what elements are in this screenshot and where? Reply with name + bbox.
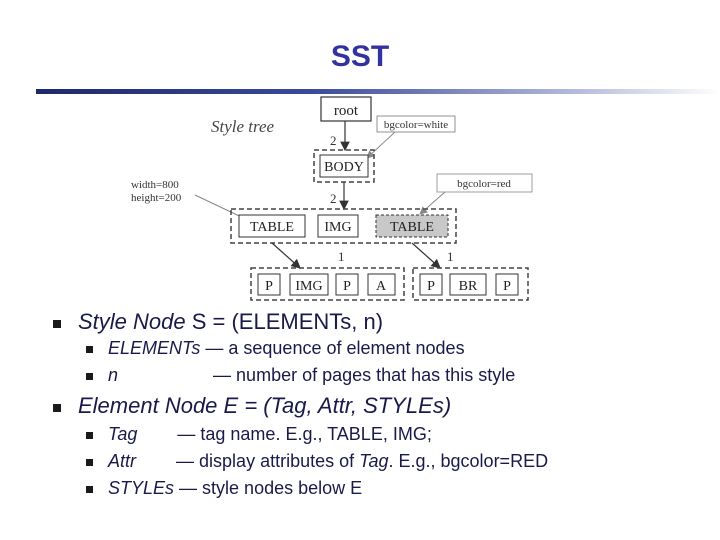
bullet-1a-marker bbox=[86, 346, 93, 353]
bullet-2a-marker bbox=[86, 432, 93, 439]
bullet-2b-marker bbox=[86, 459, 93, 466]
left-img-label: IMG bbox=[295, 279, 323, 294]
table1-children-edge bbox=[272, 243, 300, 268]
bullet-2b-desc-tag: Tag bbox=[359, 451, 389, 471]
right-br-label: BR bbox=[458, 279, 478, 294]
width-annotation: width=800 bbox=[131, 179, 179, 191]
bullet-1a-desc: — a sequence of element nodes bbox=[205, 338, 465, 358]
bullet-1b-marker bbox=[86, 373, 93, 380]
bullet-1b-text bbox=[108, 365, 515, 386]
bullet-2b-desc-example: . E.g., bgcolor=RED bbox=[388, 451, 549, 471]
bullet-2-marker bbox=[53, 404, 61, 412]
bullet-2b-text bbox=[108, 451, 548, 472]
img-node-label: IMG bbox=[324, 220, 352, 235]
bgcolor-white-annotation: bgcolor=white bbox=[383, 119, 449, 131]
height-annotation: height=200 bbox=[131, 192, 182, 204]
root-node-label: root bbox=[333, 103, 359, 119]
table2-children-edge-label: 1 bbox=[447, 249, 454, 264]
bullet-1-marker bbox=[53, 320, 61, 328]
table1-children-edge-label: 1 bbox=[338, 249, 345, 264]
bullet-2a-desc: — tag name. E.g., TABLE, IMG; bbox=[177, 424, 432, 444]
bullet-1b-desc: — number of pages that has this style bbox=[213, 365, 516, 385]
style-tree-caption: Style tree bbox=[211, 117, 275, 136]
body-node-label: BODY bbox=[324, 160, 364, 175]
bullet-2-prefix: Element Node bbox=[78, 393, 224, 418]
bullet-1-formula: S = (ELEMENTs, n) bbox=[191, 309, 384, 334]
bullet-2c-text bbox=[108, 478, 362, 499]
bullet-2b-term: Attr bbox=[108, 451, 137, 471]
bullet-1a-text bbox=[108, 338, 465, 359]
right-p1-label: P bbox=[427, 279, 435, 294]
left-a-label: A bbox=[375, 279, 387, 294]
left-p2-label: P bbox=[343, 279, 351, 294]
body-children-edge-label: 2 bbox=[330, 191, 337, 206]
right-p2-label: P bbox=[503, 279, 511, 294]
bullet-2c-term: STYLEs bbox=[108, 478, 175, 498]
bullet-1a-term: ELEMENTs bbox=[108, 338, 201, 358]
bullet-1-text bbox=[78, 309, 383, 335]
table2-node-label: TABLE bbox=[390, 220, 434, 235]
bullet-2a-text bbox=[108, 424, 432, 445]
bullet-2-text bbox=[78, 393, 451, 419]
bullet-2a-term: Tag bbox=[108, 424, 138, 444]
bullet-2b-gap bbox=[136, 451, 176, 471]
bullet-2b-desc: — display attributes of bbox=[176, 451, 360, 471]
root-body-edge-label: 2 bbox=[330, 133, 337, 148]
table1-node-label: TABLE bbox=[250, 220, 294, 235]
table2-children-edge bbox=[412, 243, 440, 268]
bgcolor-red-pointer bbox=[420, 192, 445, 214]
bullet-2c-desc: — style nodes below E bbox=[179, 478, 363, 498]
left-p1-label: P bbox=[265, 279, 273, 294]
bullet-2-formula: E = (Tag, Attr, STYLEs) bbox=[223, 393, 452, 418]
bgcolor-red-annotation: bgcolor=red bbox=[457, 178, 511, 190]
bullet-1-prefix: Style Node bbox=[78, 309, 192, 334]
slide-title: SST bbox=[330, 40, 390, 73]
bullet-2c-marker bbox=[86, 486, 93, 493]
bullet-2a-gap bbox=[137, 424, 177, 444]
bullet-1b-gap bbox=[118, 365, 213, 385]
bgcolor-white-pointer bbox=[367, 132, 395, 158]
bullet-1b-term: n bbox=[108, 365, 119, 385]
